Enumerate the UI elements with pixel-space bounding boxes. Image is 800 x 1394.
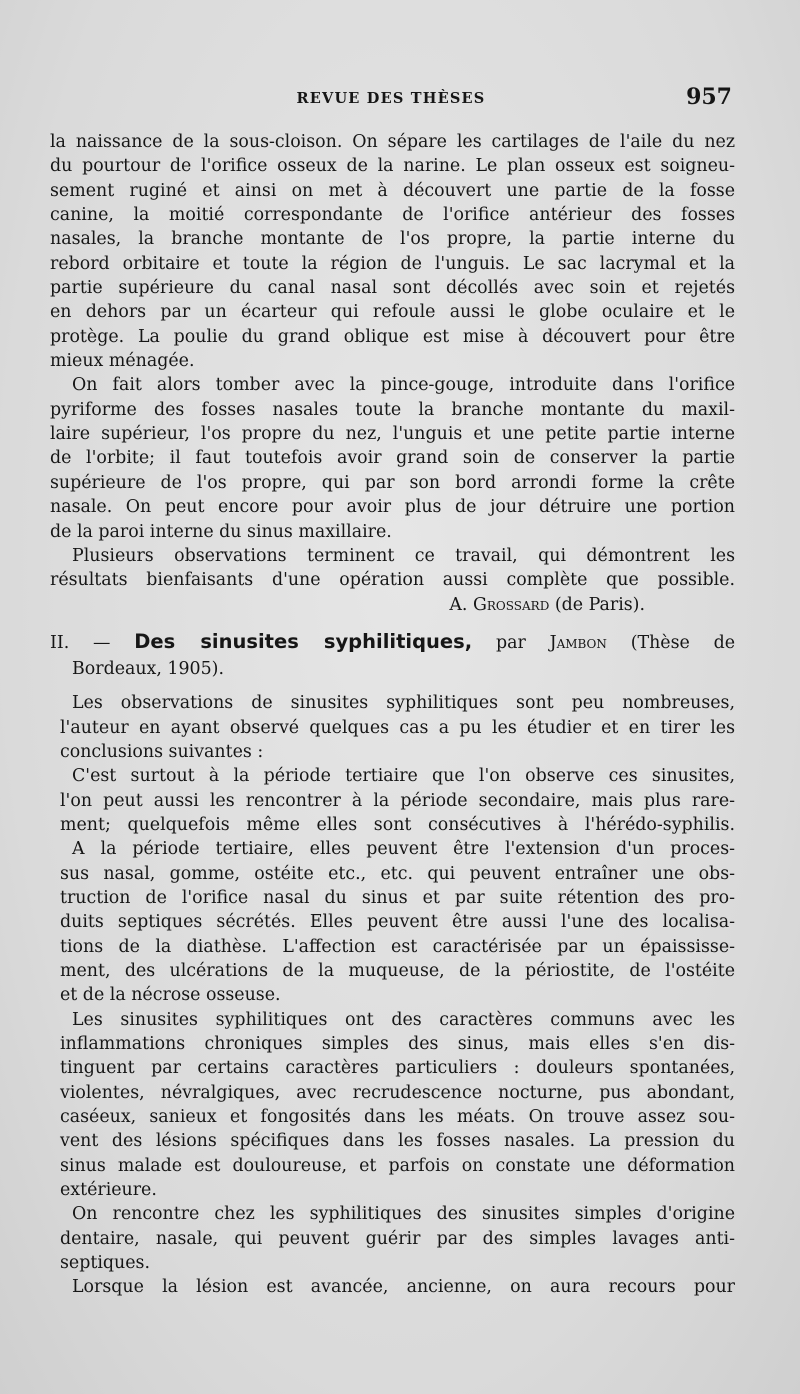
- text-line: vent des lésions spécifiques dans les fosses nasales. La pression du: [60, 1131, 735, 1152]
- text-line: A la période tertiaire, elles peuvent être l'extension d'un proces-: [72, 839, 735, 860]
- paragraph-advanced: [50, 1275, 735, 1299]
- section-number: II. —: [50, 632, 111, 653]
- text-line: septiques.: [60, 1253, 150, 1274]
- section-title: Des sinusites syphilitiques,: [134, 629, 473, 653]
- text-line: inflammations chroniques simples des sinus, mais elles s'en dis-: [60, 1034, 735, 1055]
- text-line: canine, la moitié correspondante de l'orifice antérieur des fosses: [50, 205, 735, 226]
- text-line: extérieure.: [60, 1180, 157, 1201]
- text-line: tions de la diathèse. L'affection est caractérisée par un épaississe-: [60, 936, 735, 957]
- paragraph-gouge: [50, 373, 735, 543]
- paragraph-cure: [50, 1202, 735, 1275]
- text-line: Plusieurs observations terminent ce travail, qui démontrent les: [72, 545, 735, 566]
- text-line: l'on peut aussi les rencontrer à la période secondaire, mais plus rare-: [60, 790, 735, 811]
- text-line: résultats bienfaisants d'une opération aussi complète que possible.: [50, 570, 735, 591]
- text-line: en dehors par un écarteur qui refoule aussi le globe oculaire et le: [50, 302, 735, 323]
- text-line: sinus malade est douloureuse, et parfois on constate une déformation: [60, 1155, 735, 1176]
- signature-name: Grossard: [473, 594, 550, 615]
- text-line: On fait alors tomber avec la pince-gouge, introduite dans l'orifice: [72, 375, 735, 396]
- section-heading-line: [50, 627, 735, 657]
- text-line: l'auteur en ayant observé quelques cas a pu les étudier et en tirer les: [60, 717, 735, 738]
- paragraph-observations-syph: [50, 691, 735, 764]
- text-line: Les sinusites syphilitiques ont des caractères communs avec les: [72, 1009, 735, 1030]
- text-line: du pourtour de l'orifice osseux de la narine. Le plan osseux est soigneu-: [50, 156, 735, 177]
- signature-initial: A.: [449, 594, 468, 615]
- text-line: protège. La poulie du grand oblique est mise à découvert pour être: [50, 326, 735, 347]
- body-text: [50, 130, 735, 1300]
- text-line: pyriforme des fosses nasales toute la branche montante du maxil-: [50, 399, 735, 420]
- text-line: C'est surtout à la période tertiaire que l'on observe ces sinusites,: [72, 766, 735, 787]
- text-line: duits septiques sécrétés. Elles peuvent être aussi l'une des localisa-: [60, 912, 735, 933]
- section-author: Jambon: [549, 632, 607, 653]
- text-line: sement ruginé et ainsi on met à découvert une partie de la fosse: [50, 180, 735, 201]
- section-thesis-source: Bordeaux, 1905).: [72, 658, 224, 679]
- paragraph-intro: [50, 130, 735, 373]
- text-line: mieux ménagée.: [50, 351, 195, 372]
- page-number: 957: [686, 84, 732, 110]
- text-line: Lorsque la lésion est avancée, ancienne, on aura recours pour: [72, 1277, 735, 1298]
- text-line: la naissance de la sous-cloison. On sépare les cartilages de l'aile du nez: [50, 132, 735, 152]
- text-line: dentaire, nasale, qui peuvent guérir par des simples lavages anti-: [60, 1228, 735, 1249]
- paragraph-characters: [50, 1008, 735, 1203]
- text-line: ment; quelquefois même elles sont consécutives à l'hérédo-syphilis.: [60, 814, 735, 835]
- section-thesis: (Thèse de: [630, 632, 736, 653]
- text-line: truction de l'orifice nasal du sinus et par suite rétention des pro-: [60, 887, 735, 908]
- running-header: [50, 84, 732, 114]
- signature-place: (de Paris).: [554, 594, 645, 615]
- text-line: violentes, névralgiques, avec recrudescence nocturne, pus abondant,: [60, 1082, 735, 1103]
- text-line: tinguent par certains caractères particuliers : douleurs spontanées,: [60, 1058, 735, 1079]
- text-line: partie supérieure du canal nasal sont décollés avec soin et rejetés: [50, 278, 735, 299]
- text-line: laire supérieur, l'os propre du nez, l'unguis et une petite partie interne: [50, 424, 735, 445]
- text-line: Les observations de sinusites syphilitiques sont peu nombreuses,: [72, 693, 735, 714]
- text-line: de l'orbite; il faut toutefois avoir grand soin de conserver la partie: [50, 448, 735, 469]
- text-line: nasale. On peut encore pour avoir plus de jour détruire une portion: [50, 497, 735, 518]
- text-line: supérieure de l'os propre, qui par son bord arrondi forme la crête: [50, 472, 735, 493]
- paragraph-observations: [50, 544, 735, 593]
- paragraph-tertiary: [50, 764, 735, 837]
- paragraph-extension: [50, 837, 735, 1007]
- text-line: nasales, la branche montante de l'os propre, la partie interne du: [50, 229, 735, 250]
- text-line: ment, des ulcérations de la muqueuse, de la périostite, de l'ostéite: [60, 961, 735, 981]
- text-line: conclusions suivantes :: [60, 741, 264, 762]
- text-line: rebord orbitaire et toute la région de l'unguis. Le sac lacrymal et la: [50, 253, 735, 274]
- text-line: On rencontre chez les syphilitiques des sinusites simples d'origine: [72, 1204, 735, 1225]
- running-title: REVUE DES THÈSES: [296, 90, 486, 107]
- text-line: et de la nécrose osseuse.: [60, 985, 281, 1006]
- signature: [50, 593, 735, 617]
- section-by: par: [495, 632, 526, 653]
- text-line: caséeux, sanieux et fongosités dans les méats. On trouve assez sou-: [60, 1107, 735, 1128]
- section-heading: [50, 627, 735, 681]
- text-line: de la paroi interne du sinus maxillaire.: [50, 521, 392, 542]
- text-line: sus nasal, gomme, ostéite etc., etc. qui peuvent entraîner une obs-: [60, 863, 735, 884]
